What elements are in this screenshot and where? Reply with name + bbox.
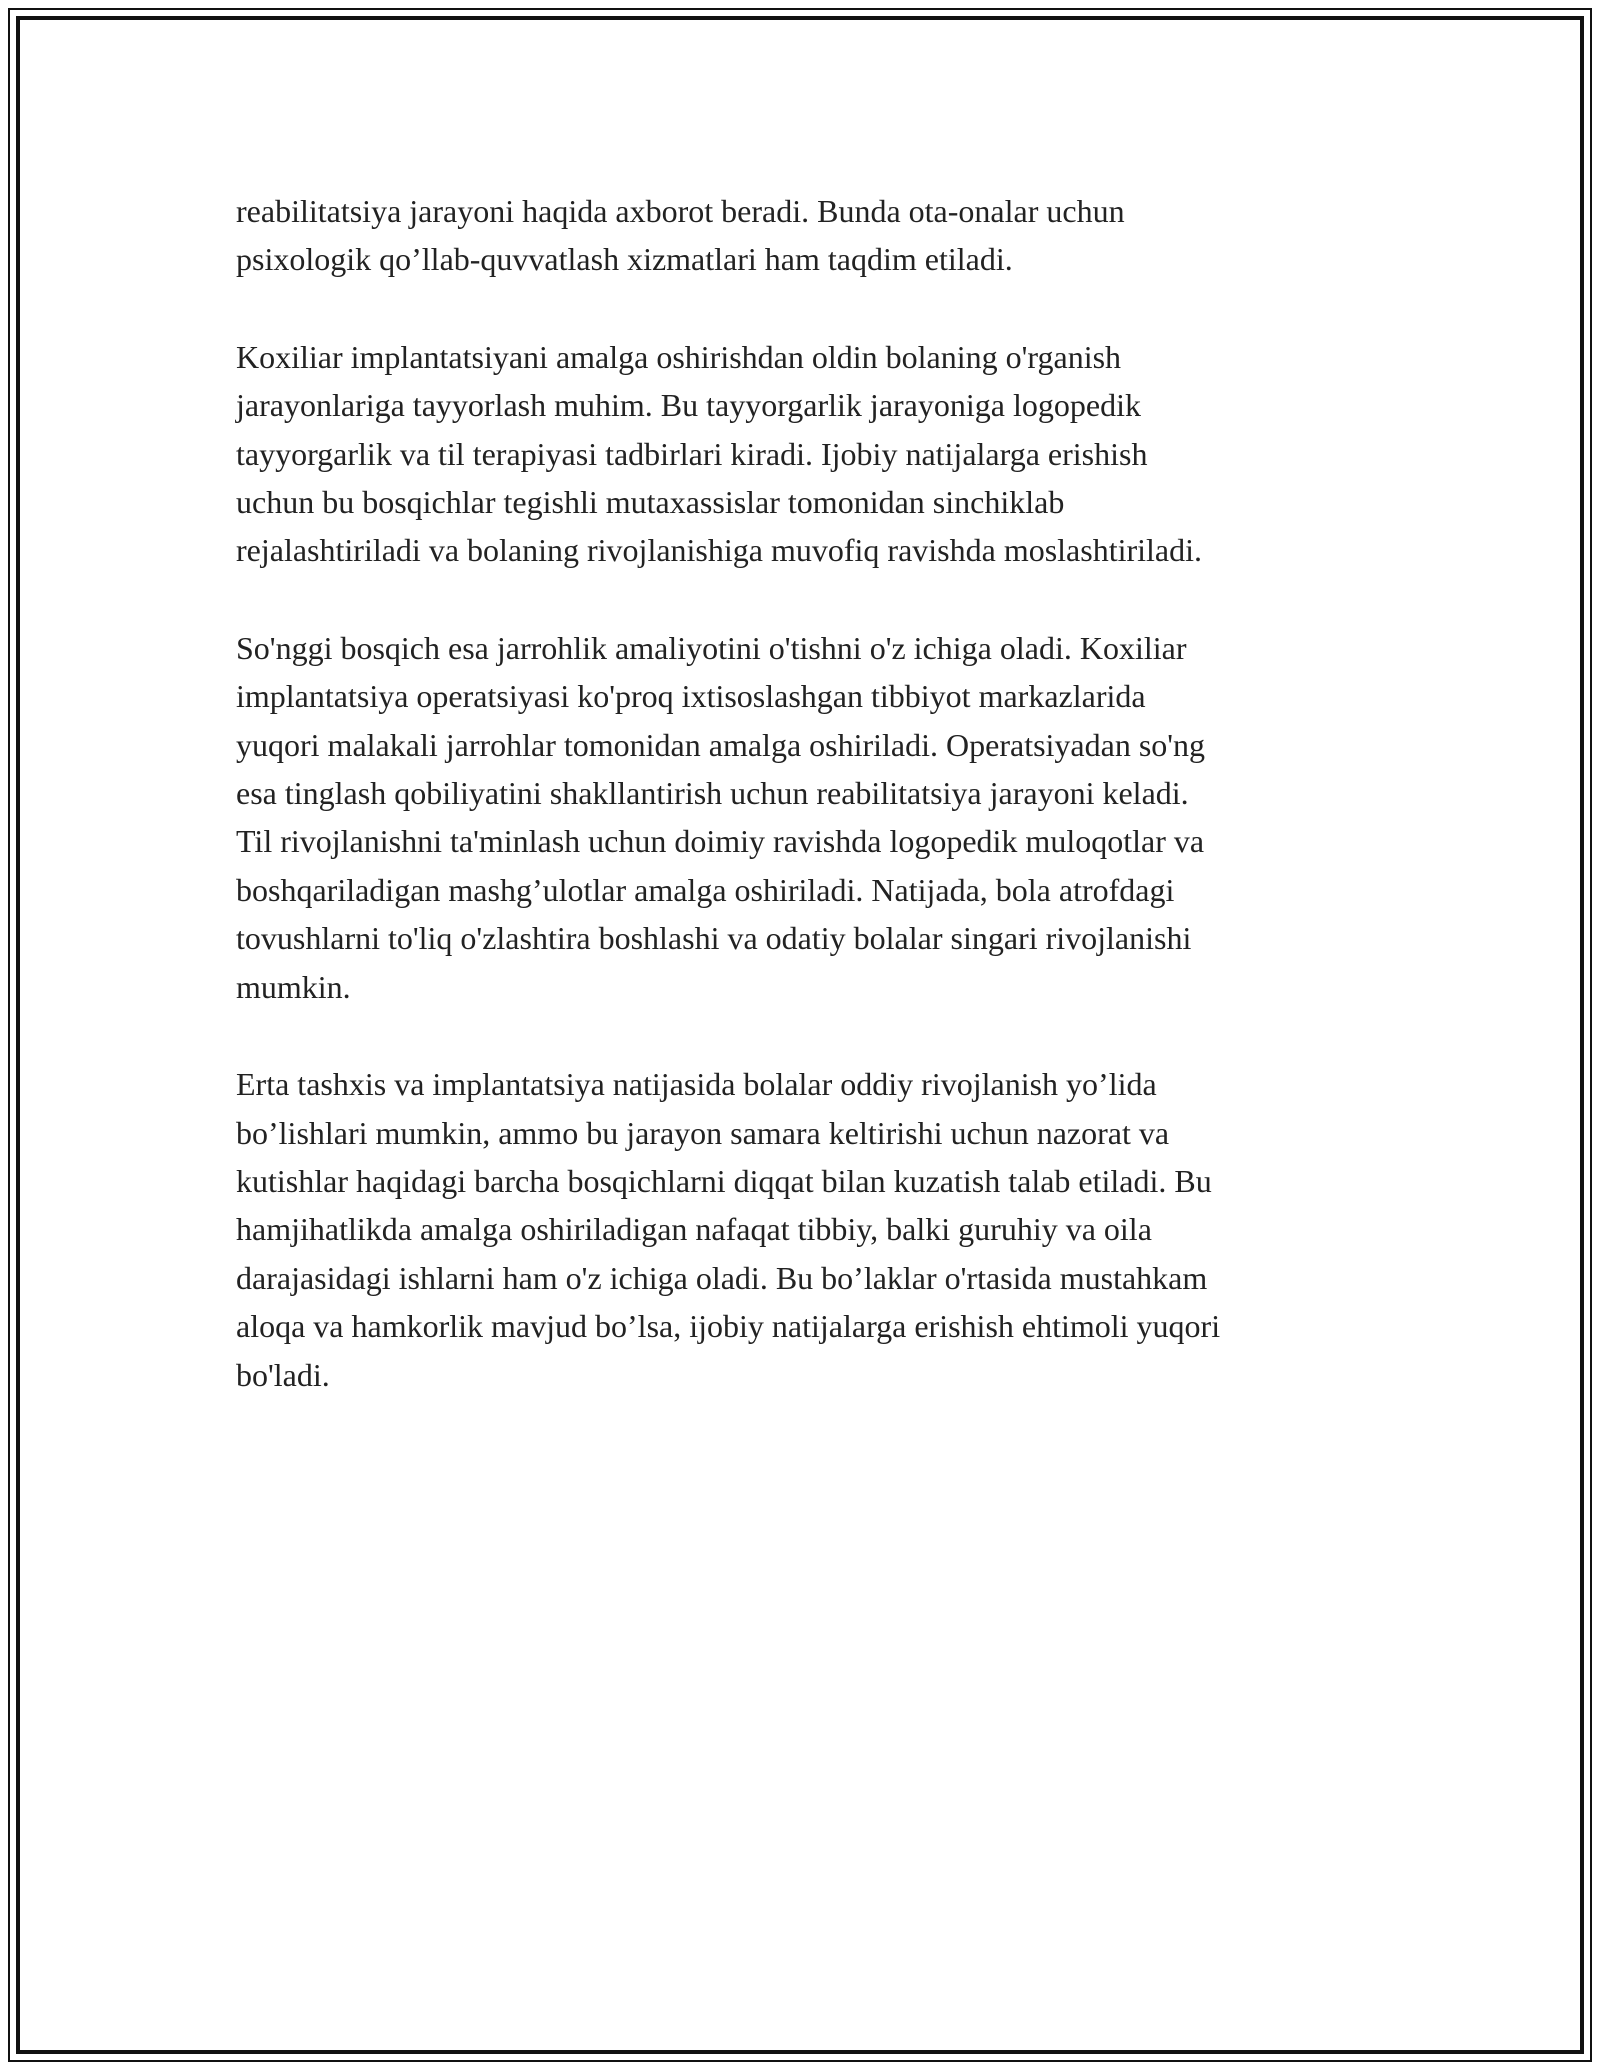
document-body [236, 187, 1386, 1448]
paragraph-3: So'nggi bosqich esa jarrohlik amaliyotini o'tishni o'z ichiga oladi. Koxiliar implantatsiya operatsiyasi ko'proq ixtisoslashgan tibbiyot markazlarida yuqori malakali jarrohlar tomonidan amalga oshiriladi. Operatsiyadan so'ng esa tinglash qobiliyatini shakllantirish uchun reabilitatsiya jarayoni keladi. Til rivojlanishni ta'minlash uchun doimiy ravishda logopedik muloqotlar va boshqariladigan mashg’ulotlar amalga oshiriladi. Natijada, bola atrofdagi tovushlarni to'liq o'zlashtira boshlashi va odatiy bolalar singari rivojlanishi mumkin. [236, 629, 1206, 1005]
paragraph-2: Koxiliar implantatsiyani amalga oshirishdan oldin bolaning o'rganish jarayonlariga tayyorlash muhim. Bu tayyorgarlik jarayoniga logopedik tayyorgarlik va til terapiyasi tadbirlari kiradi. Ijobiy natijalarga erishish uchun bu bosqichlar tegishli mutaxassislar tomonidan sinchiklab rejalashtiriladi va bolaning rivojlanishiga muvofiq ravishda moslashtiriladi. [236, 338, 1203, 569]
paragraph-1: reabilitatsiya jarayoni haqida axborot beradi. Bunda ota-onalar uchun psixologik qo’llab-quvvatlash xizmatlari ham taqdim etiladi. [236, 193, 1125, 278]
paragraph-4: Erta tashxis va implantatsiya natijasida bolalar oddiy rivojlanish yo’lida bo’lishlari mumkin, ammo bu jarayon samara keltirishi uchun nazorat va kutishlar haqidagi barcha bosqichlarni diqqat bilan kuzatish talab etiladi. Bu hamjihatlikda amalga oshiriladigan nafaqat tibbiy, balki guruhiy va oila darajasidagi ishlarni ham o'z ichiga oladi. Bu bo’laklar o'rtasida mustahkam aloqa va hamkorlik mavjud bo’lsa, ijobiy natijalarga erishish ehtimoli yuqori bo'ladi. [236, 1066, 1221, 1393]
